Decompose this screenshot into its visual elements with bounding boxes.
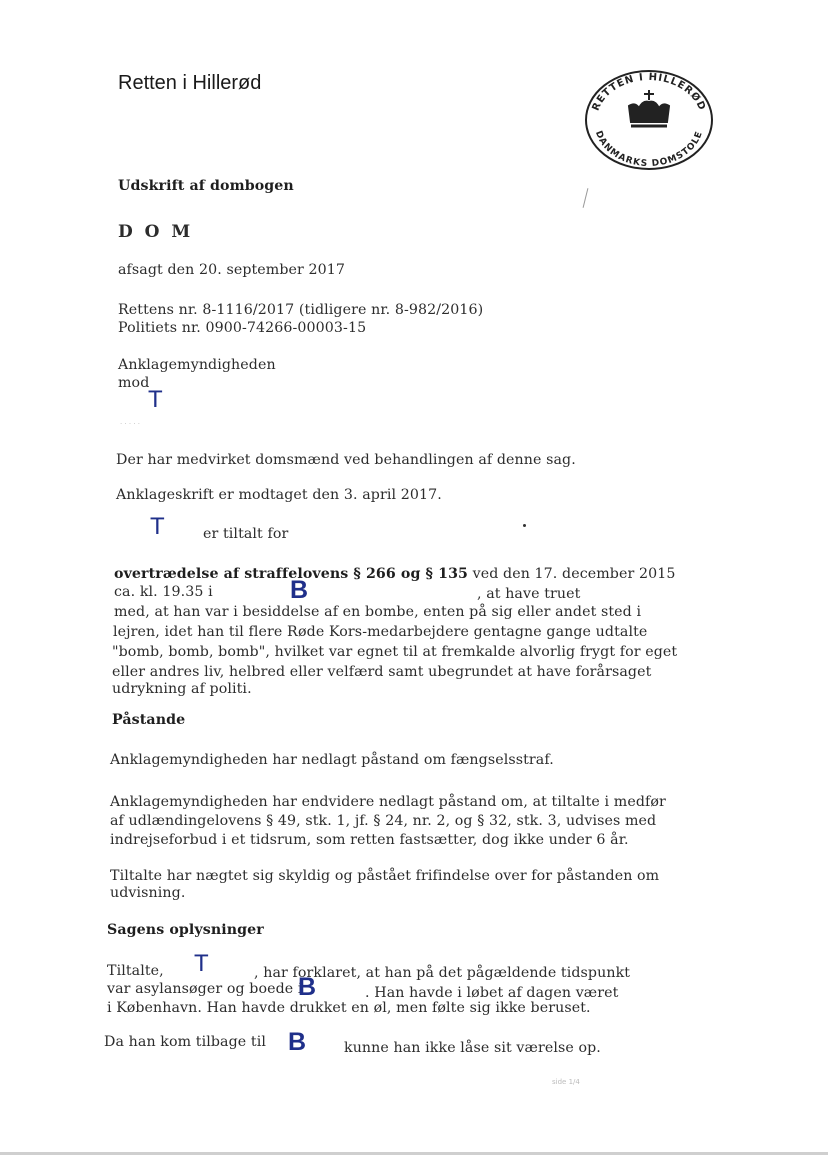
charge-line-2b: , at have truet (477, 586, 581, 602)
police-number: Politiets nr. 0900-74266-00003-15 (118, 320, 367, 336)
facts-line-4a: Da han kom tilbage til (104, 1034, 266, 1050)
indictment-received: Anklageskrift er modtaget den 3. april 2017. (116, 487, 442, 503)
scan-edge (0, 1152, 828, 1155)
plea-line-2: udvisning. (110, 885, 186, 901)
charge-statute: overtrædelse af straffelovens § 266 og § 135 (114, 566, 469, 582)
lay-judges-note: Der har medvirket domsmænd ved behandlingen af denne sag. (116, 452, 576, 468)
charged-label: er tiltalt for (203, 526, 289, 542)
scan-mark (583, 188, 589, 208)
plea-line-1: Tiltalte har nægtet sig skyldig og påstået frifindelse over for påstanden om (110, 868, 660, 884)
handwritten-defendant-mark: T (194, 950, 209, 977)
charge-date: ved den 17. december 2015 (468, 566, 676, 582)
crown-icon (629, 90, 669, 126)
facts-line-4b: kunne han ikke låse sit værelse op. (344, 1040, 601, 1056)
handwritten-place-mark: B (288, 1028, 307, 1056)
charge-line-7: udrykning af politi. (112, 681, 252, 697)
charge-line-3: med, at han var i besiddelse af en bombe, enten på sig eller andet sted i (114, 604, 642, 620)
handwritten-defendant-mark: T (148, 386, 163, 413)
claim-expulsion-2: af udlændingelovens § 49, stk. 1, jf. § 24, nr. 2, og § 32, stk. 3, udvises med (110, 813, 657, 829)
court-name: Retten i Hillerød (118, 72, 262, 94)
document-subtitle: Udskrift af dombogen (118, 178, 294, 194)
court-seal (583, 68, 715, 172)
handwritten-defendant-mark: T (150, 513, 165, 540)
page-footer-mark: side 1/4 (552, 1078, 580, 1086)
prosecution-party: Anklagemyndigheden (118, 357, 276, 373)
facts-line-2b: . Han havde i løbet af dagen været (365, 985, 619, 1001)
handwritten-place-mark: B (298, 973, 317, 1001)
facts-line-3: i København. Han havde drukket en øl, men følte sig ikke beruset. (107, 1000, 591, 1016)
charge-line-2a: ca. kl. 19.35 i (114, 584, 213, 600)
handwritten-place-mark: B (290, 576, 309, 604)
document-title: D O M (118, 222, 194, 242)
facts-line-1a: Tiltalte, (107, 963, 164, 979)
judgment-date: afsagt den 20. september 2017 (118, 262, 346, 278)
facts-line-2a: var asylansøger og boede i (107, 981, 303, 997)
charge-line-6: eller andres liv, helbred eller velfærd samt ubegrundet at have forårsaget (112, 664, 652, 680)
scan-noise: · · · · · (120, 420, 141, 428)
seal-top-text: RETTEN I HILLERØD (590, 71, 708, 113)
charge-line-5: "bomb, bomb, bomb", hvilket var egnet til at fremkalde alvorlig frygt for eget (112, 644, 678, 660)
claim-expulsion-3: indrejseforbud i et tidsrum, som retten fastsætter, dog ikke under 6 år. (110, 832, 629, 848)
claims-heading: Påstande (112, 712, 186, 728)
svg-text:DANMARKS DOMSTOLE (593, 130, 705, 169)
charge-line-4: lejren, idet han til flere Røde Kors-medarbejdere gentagne gange udtalte (113, 624, 648, 640)
claim-expulsion-1: Anklagemyndigheden har endvidere nedlagt påstand om, at tiltalte i medfør (110, 794, 666, 810)
facts-line-1b: , har forklaret, at han på det pågældende tidspunkt (254, 965, 631, 981)
facts-heading: Sagens oplysninger (107, 922, 264, 938)
charge-line-1 (114, 566, 675, 582)
claim-sentence: Anklagemyndigheden har nedlagt påstand om fængselsstraf. (110, 752, 554, 768)
seal-bottom-text: DANMARKS DOMSTOLE (592, 129, 705, 170)
versus-label: mod (118, 375, 150, 391)
scan-dot (523, 524, 526, 527)
case-number: Rettens nr. 8-1116/2017 (tidligere nr. 8-982/2016) (118, 302, 484, 318)
